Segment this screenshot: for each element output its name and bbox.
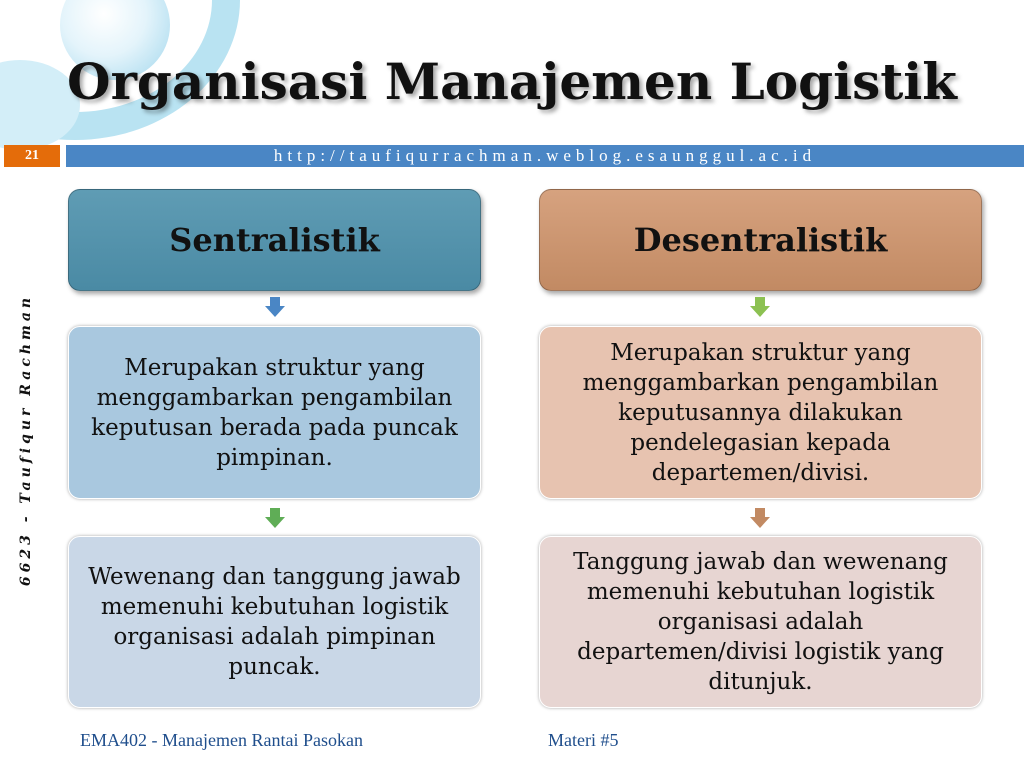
description-box-sentralistik (68, 326, 481, 499)
responsibility-desentralistik: Tanggung jawab dan wewenang memenuhi kebutuhan logistik organisasi adalah departemen/divisi logistik yang ditunjuk. (573, 549, 948, 695)
heading-box-sentralistik (68, 189, 481, 291)
footer-course: EMA402 - Manajemen Rantai Pasokan (80, 730, 363, 750)
arrow-down-icon (750, 508, 770, 528)
description-desentralistik: Merupakan struktur yang menggambarkan pengambilan keputusannya dilakukan pendelegasian kepada departemen/divisi. (582, 339, 939, 486)
arrow-down-icon (265, 508, 285, 528)
slide-number-badge: 21 (4, 145, 60, 167)
heading-box-desentralistik (539, 189, 982, 291)
author-side-text: 6623 - Taufiqur Rachman (18, 293, 34, 587)
description-box-desentralistik (539, 326, 982, 499)
responsibility-sentralistik: Wewenang dan tanggung jawab memenuhi kebutuhan logistik organisasi adalah pimpinan puncak. (88, 564, 461, 680)
arrow-down-icon (265, 297, 285, 317)
description-sentralistik: Merupakan struktur yang menggambarkan pengambilan keputusan berada pada puncak pimpinan. (91, 354, 458, 471)
url-bar (66, 145, 1024, 167)
slide-title: Organisasi Manajemen Logistik (67, 52, 957, 111)
responsibility-box-sentralistik (68, 536, 481, 708)
heading-desentralistik: Desentralistik (633, 221, 888, 259)
heading-sentralistik: Sentralistik (169, 221, 380, 259)
arrow-down-icon (750, 297, 770, 317)
url-text: http://taufiqurrachman.weblog.esaunggul.ac.id (273, 146, 817, 165)
footer-material: Materi #5 (548, 730, 619, 750)
responsibility-box-desentralistik (539, 536, 982, 708)
